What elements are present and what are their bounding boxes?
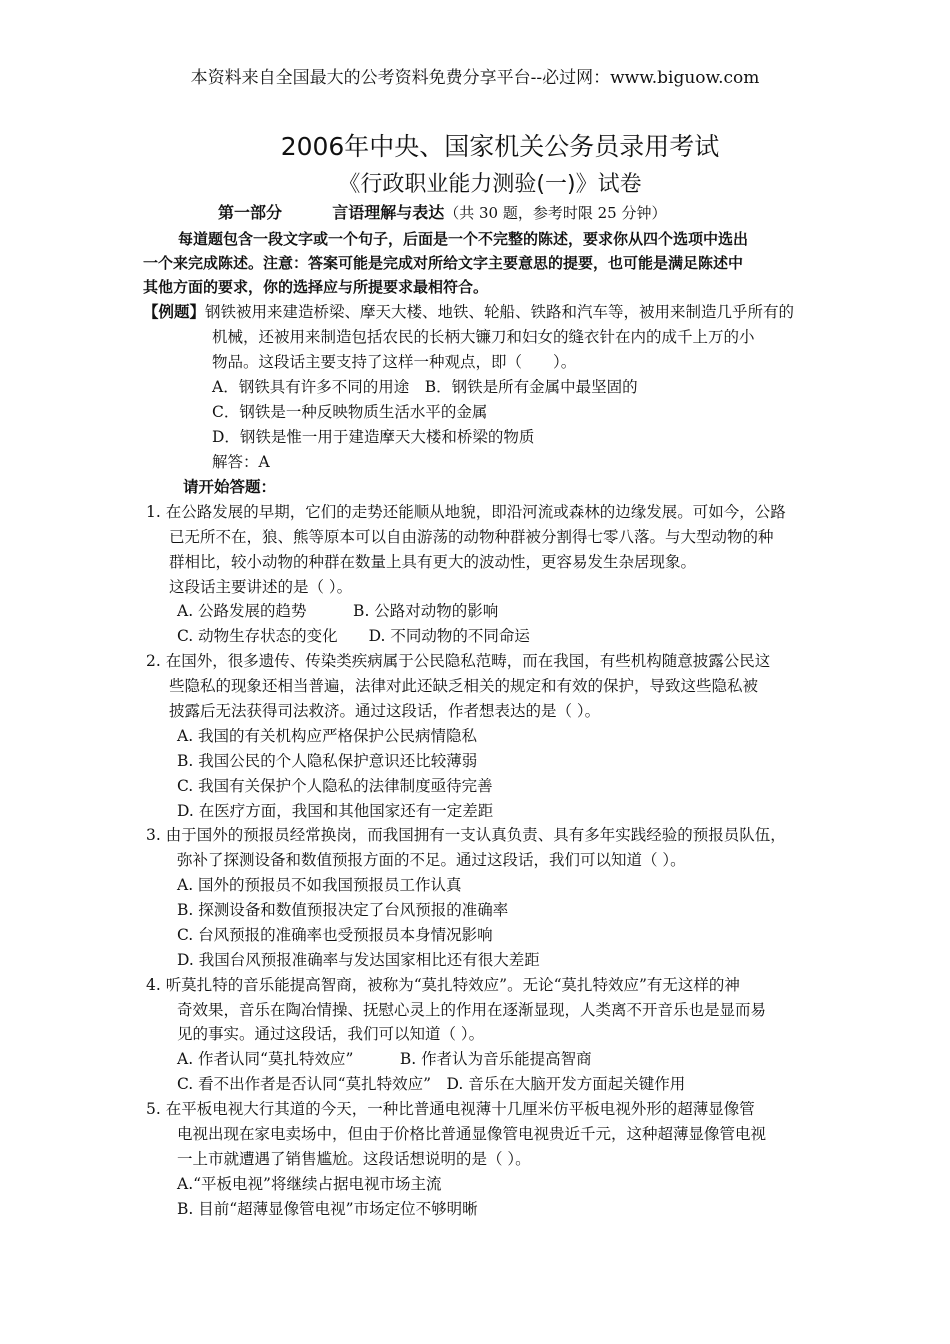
question-2-option: B. 我国公民的个人隐私保护意识还比较薄弱	[177, 752, 478, 770]
question-1-line: 这段话主要讲述的是（ ）。	[169, 578, 353, 596]
question-4-line: 奇效果，音乐在陶冶情操、抚慰心灵上的作用在逐渐显现，人类离不开音乐也是显而易	[177, 1001, 767, 1019]
section-heading	[218, 203, 666, 223]
example-option: A．钢铁具有许多不同的用途 B．钢铁是所有金属中最坚固的	[212, 378, 638, 396]
example-option: D．钢铁是惟一用于建造摩天大楼和桥梁的物质	[212, 428, 535, 446]
exam-title: 2006年中央、国家机关公务员录用考试	[280, 132, 720, 161]
question-3-option: A. 国外的预报员不如我国预报员工作认真	[177, 876, 462, 894]
example-text-line: 机械，还被用来制造包括农民的长柄大镰刀和妇女的缝衣针在内的成千上万的小	[212, 328, 755, 346]
question-4-line: 见的事实。通过这段话，我们可以知道（ ）。	[177, 1025, 485, 1043]
question-2-option: D. 在医疗方面，我国和其他国家还有一定差距	[177, 802, 494, 820]
question-1-option: C. 动物生存状态的变化 D. 不同动物的不同命运	[177, 627, 530, 645]
question-1-line: 1. 在公路发展的早期，它们的走势还能顺从地貌，即沿河流或森林的边缘发展。可如今，公路	[146, 503, 786, 521]
question-3-line: 3. 由于国外的预报员经常换岗，而我国拥有一支认真负责、具有多年实践经验的预报员队伍，	[146, 826, 786, 844]
instruction-line: 每道题包含一段文字或一个句子，后面是一个不完整的陈述，要求你从四个选项中选出	[178, 230, 749, 248]
example-text-line: 物品。这段话主要支持了这样一种观点，即（ ）。	[212, 353, 577, 371]
question-5-line: 5. 在平板电视大行其道的今天，一种比普通电视薄十几厘米仿平板电视外形的超薄显像管	[146, 1100, 755, 1118]
section-note: （共 30 题，参考时限 25 分钟）	[444, 204, 667, 222]
example-block	[143, 302, 794, 322]
question-5-line: 电视出现在家电卖场中，但由于价格比普通显像管电视贵近千元，这种超薄显像管电视	[177, 1125, 767, 1143]
question-2-line: 2. 在国外，很多遗传、传染类疾病属于公民隐私范畴，而在我国，有些机构随意披露公民这	[146, 652, 771, 670]
start-label: 请开始答题：	[183, 477, 277, 496]
question-4-line: 4. 听莫扎特的音乐能提高智商，被称为“莫扎特效应”。无论“莫扎特效应”有无这样的神	[146, 976, 740, 994]
exam-subtitle: 《行政职业能力测验(一)》试卷	[338, 172, 642, 197]
question-4-option: A. 作者认同“莫扎特效应” B. 作者认为音乐能提高智商	[177, 1050, 592, 1068]
question-4-option: C. 看不出作者是否认同“莫扎特效应” D. 音乐在大脑开发方面起关键作用	[177, 1075, 686, 1093]
question-1-option: A. 公路发展的趋势 B. 公路对动物的影响	[177, 602, 499, 620]
section-name: 言语理解与表达	[332, 203, 445, 222]
example-answer: 解答：A	[212, 453, 270, 471]
instruction-line: 一个来完成陈述。注意：答案可能是完成对所给文字主要意思的提要，也可能是满足陈述中	[143, 254, 744, 272]
question-3-option: D. 我国台风预报准确率与发达国家相比还有很大差距	[177, 951, 540, 969]
instruction-line: 其他方面的要求，你的选择应与所提要求最相符合。	[143, 278, 489, 296]
question-5-option: A.“平板电视”将继续占据电视市场主流	[177, 1175, 442, 1193]
example-option: C．钢铁是一种反映物质生活水平的金属	[212, 403, 488, 421]
question-5-option: B. 目前“超薄显像管电视”市场定位不够明晰	[177, 1200, 478, 1218]
question-2-option: A. 我国的有关机构应严格保护公民病情隐私	[177, 727, 478, 745]
question-2-line: 些隐私的现象还相当普遍，法律对此还缺乏相关的规定和有效的保护，导致这些隐私被	[169, 677, 759, 695]
question-2-line: 披露后无法获得司法救济。通过这段话，作者想表达的是（ ）。	[169, 702, 601, 720]
example-text-line: 钢铁被用来建造桥梁、摩天大楼、地铁、轮船、铁路和汽车等，被用来制造几乎所有的	[205, 303, 795, 321]
question-3-option: C. 台风预报的准确率也受预报员本身情况影响	[177, 926, 493, 944]
question-2-option: C. 我国有关保护个人隐私的法律制度亟待完善	[177, 777, 493, 795]
question-5-line: 一上市就遭遇了销售尴尬。这段话想说明的是（ ）。	[177, 1150, 531, 1168]
source-header: 本资料来自全国最大的公考资料免费分享平台--必过网：www.biguow.com	[190, 68, 760, 88]
question-1-line: 已无所不在，狼、熊等原本可以自由游荡的动物种群被分割得七零八落。与大型动物的种	[169, 528, 774, 546]
section-part: 第一部分	[218, 203, 283, 222]
example-tag: 【例题】	[143, 302, 206, 321]
question-3-line: 弥补了探测设备和数值预报方面的不足。通过这段话，我们可以知道（ ）。	[177, 851, 686, 869]
question-3-option: B. 探测设备和数值预报决定了台风预报的准确率	[177, 901, 509, 919]
question-1-line: 群相比，较小动物的种群在数量上具有更大的波动性，更容易发生杂居现象。	[169, 553, 697, 571]
